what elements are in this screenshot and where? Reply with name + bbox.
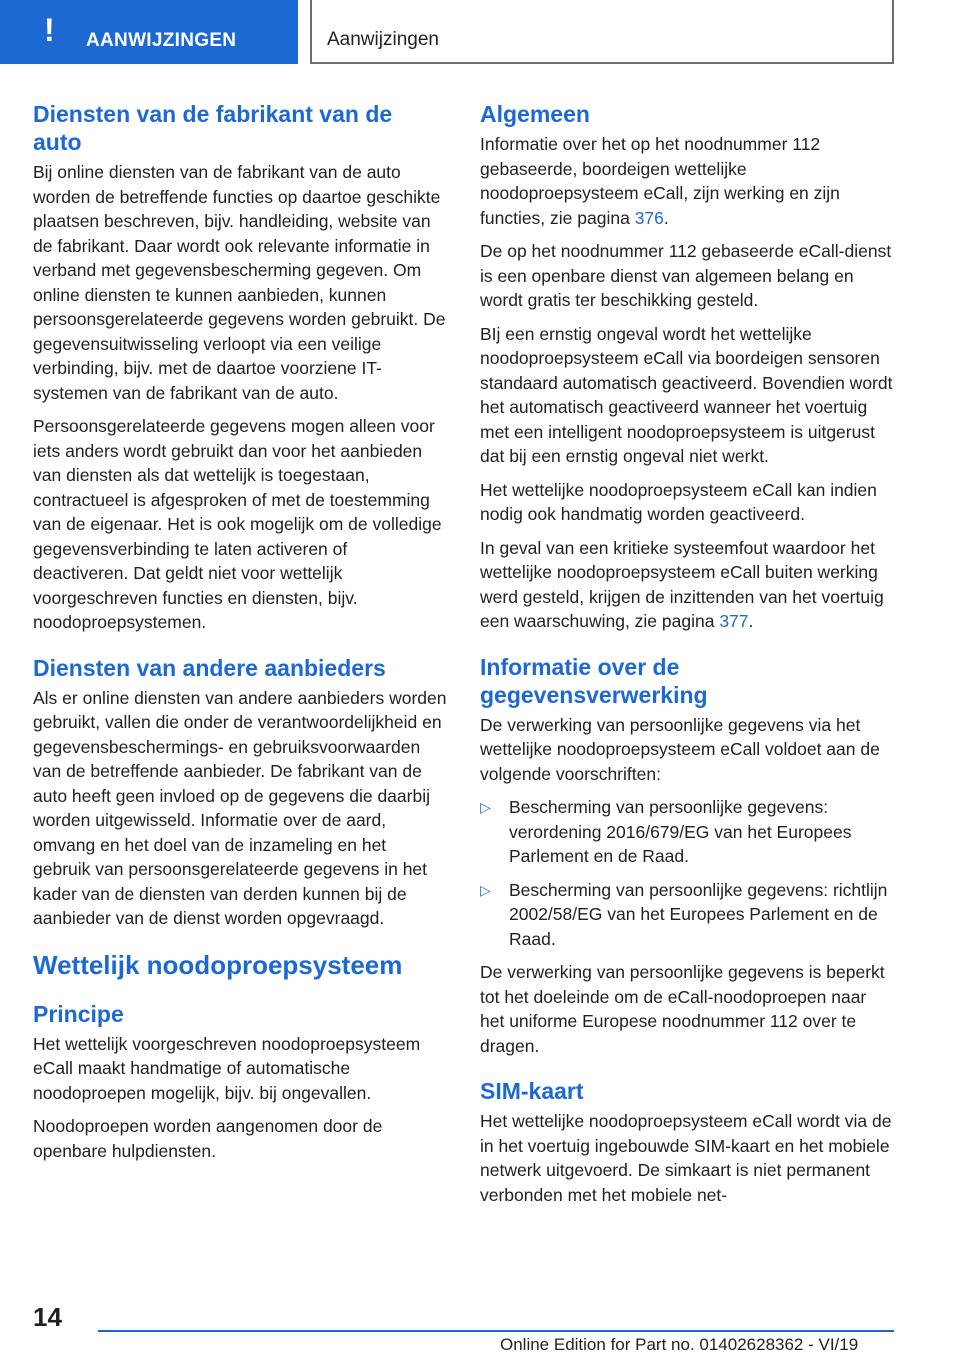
warning-icon: ! [44, 12, 55, 48]
heading-general: Algemeen [480, 101, 590, 127]
heading-emergency-call-system: Wettelijk noodoproepsysteem [33, 949, 403, 980]
heading-sim-card: SIM-kaart [480, 1078, 584, 1104]
paragraph: De op het noodnummer 112 gebaseerde eCall-dienst is een openbare dienst van algemeen belang en wordt gratis ter beschikking gesteld. [480, 241, 892, 310]
heading-other-providers: Diensten van andere aanbieders [33, 654, 386, 681]
edition-footer: Online Edition for Part no. 01402628362 - VI/19 [500, 1335, 859, 1354]
chapter-tab[interactable] [0, 0, 298, 64]
section-tab-label: Aanwijzingen [327, 29, 439, 50]
heading-manufacturer-services: Diensten van de fabrikant van de auto [33, 101, 393, 155]
paragraph: Persoonsgerelateerde gegevens mogen alleen voor iets anders wordt gebruikt dan voor het aanbieden van diensten als dat wettelijk is toegestaan, contractueel is afgesproken of met de toestemming van de eigenaar. Het is ook mogelijk om de volledige gegevensverbinding te laten activeren of deactiveren. Dat geldt niet voor wettelijk voorgeschreven functies en diensten, bijv. noodoproepsystemen. [33, 416, 442, 632]
paragraph: De verwerking van persoonlijke gegevens is beperkt tot het doeleinde om de eCall-noodoproepen naar het uniforme Europese noodnummer 112 over te dragen. [480, 962, 885, 1056]
list-item: ▷ Bescherming van persoonlijke gegevens: richtlijn 2002/58/EG van het Europees Parlement en de Raad. [480, 879, 888, 949]
footer-divider [98, 1330, 894, 1332]
right-column [480, 100, 894, 1216]
page-link[interactable]: 376 [634, 207, 664, 228]
triangle-bullet-icon: ▷ [480, 799, 491, 815]
regulation-list [480, 795, 894, 951]
paragraph: Het wettelijk voorgeschreven noodoproepsysteem eCall maakt handmatige of automatische noodoproepen mogelijk, bijv. bij ongevallen. [33, 1033, 421, 1103]
chapter-tab-label: AANWIJZINGEN [86, 30, 237, 51]
section-tab[interactable] [310, 0, 894, 64]
triangle-bullet-icon: ▷ [480, 881, 491, 898]
paragraph: De verwerking van persoonlijke gegevens via het wettelijke noodoproepsysteem eCall voldoet aan de volgende voorschriften: [480, 714, 880, 784]
heading-principle: Principe [33, 1000, 124, 1027]
paragraph: Het wettelijke noodoproepsysteem eCall kan indien nodig ook handmatig worden geactiveerd. [480, 479, 877, 524]
heading-data-processing: Informatie over de gegevensverwerking [480, 653, 708, 708]
list-item: ▷ Bescherming van persoonlijke gegevens: verordening 2016/679/EG van het Europees Parlement en de Raad. [480, 797, 852, 866]
page-number: 14 [33, 1302, 62, 1332]
paragraph: Noodoproepen worden aangenomen door de openbare hulpdiensten. [33, 1116, 383, 1161]
paragraph: Het wettelijke noodoproepsysteem eCall wordt via de in het voertuig ingebouwde SIM-kaart en het mobiele netwerk uitgevoerd. De simkaart is niet permanent verbonden met het mobiele net- [480, 1111, 892, 1205]
page-link[interactable]: 377 [719, 611, 749, 631]
paragraph: Als er online diensten van andere aanbieders worden gebruikt, vallen die onder de verantwoordelijkheid en gegevensbeschermings- en gebruiksvoorwaarden van de betreffende aanbieder. De fabrikant van de auto heeft geen invloed op de gegevens die daarbij worden uitgewisseld. Informatie over de aard, omvang en het doel van de inzameling en het gebruik van persoonsgerelateerde gegevens in het kader van de diensten van derden kunnen bij de aanbieder van de dienst worden opgevraagd. [33, 687, 447, 928]
paragraph: Informatie over het op het noodnummer 112 gebaseerde, boordeigen wettelijke noodoproepsysteem eCall, zijn werking en zijn functies, zie pagina 376. [480, 134, 840, 228]
paragraph: Bij online diensten van de fabrikant van de auto worden de betreffende functies op daartoe geschikte plaatsen beschreven, bijv. handleiding, website van de fabrikant. Daar wordt ook relevante informatie in verband met gegevensbescherming gegeven. Om online diensten te kunnen aanbieden, kunnen persoonsgerelateerde gegevens worden gebruikt. De gegevensuitwisseling verloopt via een veilige verbinding, bijv. met de daartoe voorziene IT-systemen van de fabrikant van de auto. [33, 162, 446, 403]
paragraph: BIj een ernstig ongeval wordt het wettelijke noodoproepsysteem eCall via boordeigen sensoren standaard automatisch geactiveerd. Bovendien wordt het automatisch geactiveerd wanneer het voertuig met een intelligent noodoproepsysteem is uitgerust dat bij een ernstig ongeval niet werkt. [480, 323, 893, 466]
left-column [33, 100, 447, 1172]
paragraph: In geval van een kritieke systeemfout waardoor het wettelijke noodoproepsysteem eCall buiten werking werd gesteld, krijgen de inzittenden van het voertuig een waarschuwing, zie pagina 377. [480, 537, 884, 631]
